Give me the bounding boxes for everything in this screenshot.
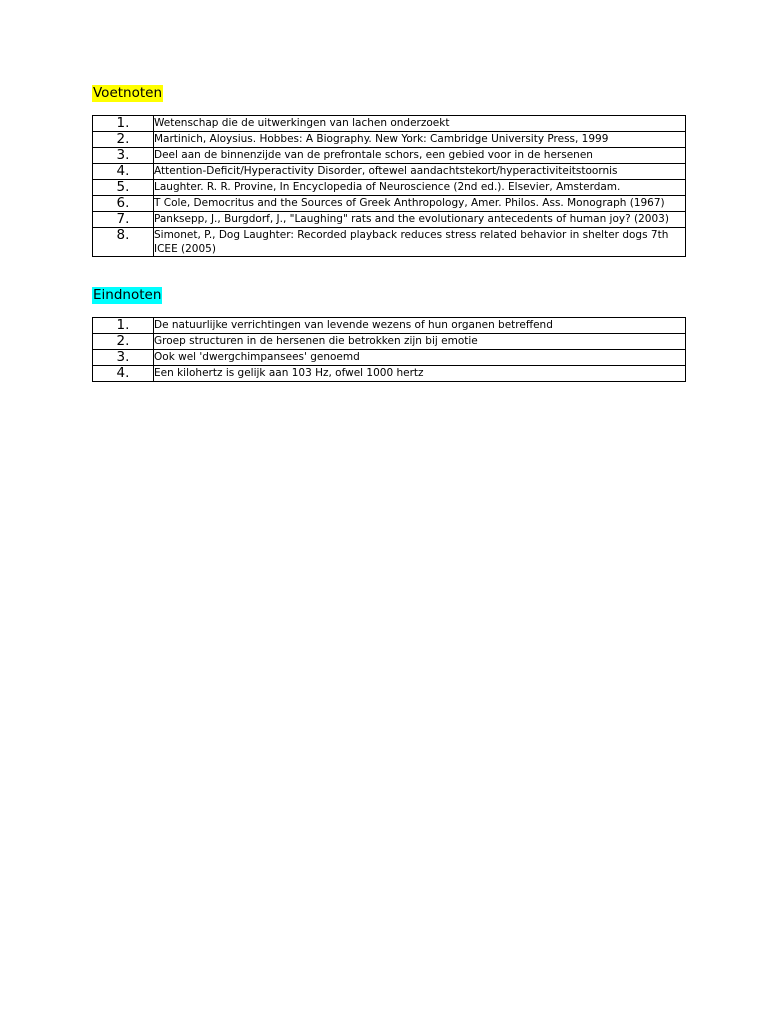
note-text: Wetenschap die de uitwerkingen van lachen onderzoekt <box>154 116 686 132</box>
endnotes-section <box>92 286 686 382</box>
endnotes-heading: Eindnoten <box>93 287 162 303</box>
table-row <box>93 164 686 180</box>
note-text: Groep structuren in de hersenen die betrokken zijn bij emotie <box>154 334 686 350</box>
note-number: 8. <box>93 228 154 257</box>
note-number: 1. <box>93 116 154 132</box>
table-row <box>93 350 686 366</box>
note-text: Attention-Deficit/Hyperactivity Disorder, oftewel aandachtstekort/hyperactiviteitstoornis <box>154 164 686 180</box>
note-number: 6. <box>93 196 154 212</box>
note-number: 3. <box>93 148 154 164</box>
table-row <box>93 196 686 212</box>
note-number: 5. <box>93 180 154 196</box>
note-text: De natuurlijke verrichtingen van levende wezens of hun organen betreffend <box>154 318 686 334</box>
endnotes-table <box>92 317 686 382</box>
note-number: 7. <box>93 212 154 228</box>
note-text: Ook wel 'dwergchimpansees' genoemd <box>154 350 686 366</box>
table-row <box>93 116 686 132</box>
note-number: 2. <box>93 132 154 148</box>
note-text: Laughter. R. R. Provine, In Encyclopedia of Neuroscience (2nd ed.). Elsevier, Amsterdam. <box>154 180 686 196</box>
note-text: Simonet, P., Dog Laughter: Recorded playback reduces stress related behavior in shelter dogs 7th ICEE (2005) <box>154 228 686 257</box>
note-text: Deel aan de binnenzijde van de prefrontale schors, een gebied voor in de hersenen <box>154 148 686 164</box>
note-text: T Cole, Democritus and the Sources of Greek Anthropology, Amer. Philos. Ass. Monograph (1967) <box>154 196 686 212</box>
table-row <box>93 366 686 382</box>
table-row <box>93 132 686 148</box>
note-number: 4. <box>93 366 154 382</box>
note-number: 4. <box>93 164 154 180</box>
footnotes-section <box>92 84 686 257</box>
note-number: 2. <box>93 334 154 350</box>
footnotes-table <box>92 115 686 257</box>
note-text: Een kilohertz is gelijk aan 103 Hz, ofwel 1000 hertz <box>154 366 686 382</box>
note-number: 3. <box>93 350 154 366</box>
note-number: 1. <box>93 318 154 334</box>
table-row <box>93 228 686 257</box>
note-text: Martinich, Aloysius. Hobbes: A Biography. New York: Cambridge University Press, 1999 <box>154 132 686 148</box>
table-row <box>93 318 686 334</box>
note-text: Panksepp, J., Burgdorf, J., "Laughing" rats and the evolutionary antecedents of human joy? (2003) <box>154 212 686 228</box>
table-row <box>93 212 686 228</box>
table-row <box>93 148 686 164</box>
table-row <box>93 180 686 196</box>
table-row <box>93 334 686 350</box>
footnotes-heading: Voetnoten <box>93 85 163 101</box>
